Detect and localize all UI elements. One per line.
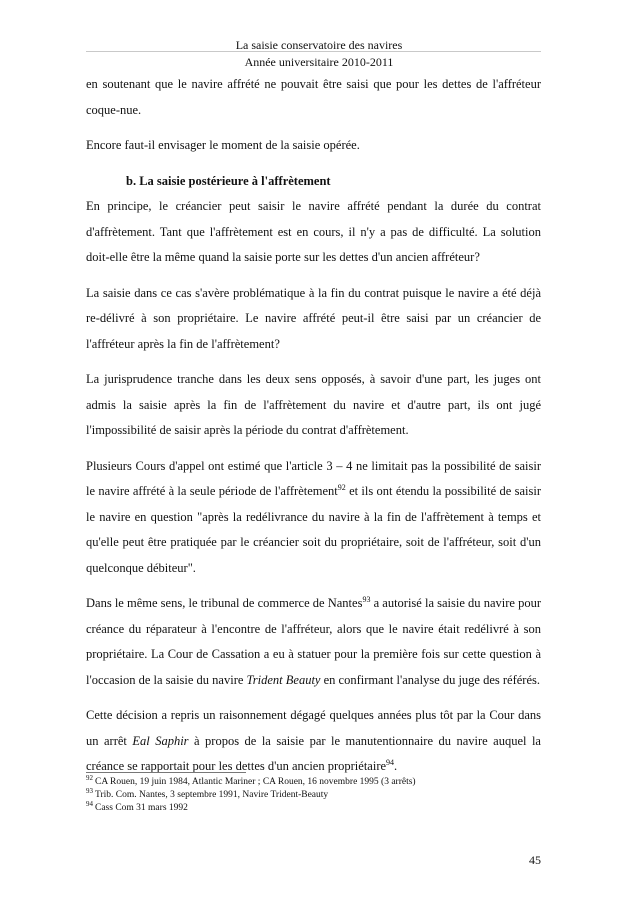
paragraph-6 <box>86 454 541 582</box>
footnote-text: CA Rouen, 19 juin 1984, Atlantic Mariner ; CA Rouen, 16 novembre 1995 (3 arrêts) <box>95 777 416 787</box>
paragraph-7-text-c: en confirmant l'analyse du juge des référés. <box>320 672 541 687</box>
footnote-text: Cass Com 31 mars 1992 <box>95 803 188 813</box>
body-text <box>86 72 541 790</box>
footnotes <box>86 773 541 815</box>
header-subtitle: Année universitaire 2010-2011 <box>244 55 394 69</box>
paragraph-4: La saisie dans ce cas s'avère problématique à la fin du contrat puisque le navire a été déjà re-délivré à son propriétaire. Le navire affrété peut-il être saisi par un créancier de l'affréteur après la fin de l'affrètement? <box>86 285 541 351</box>
footnote-94 <box>86 799 541 815</box>
paragraph-8-text-c: . <box>394 759 398 773</box>
paragraph-8 <box>86 703 541 780</box>
footnote-number: 93 <box>86 786 93 795</box>
footnote-number: 92 <box>86 773 93 782</box>
paragraph-7-text-b: a autorisé la saisie du navire pour créance du réparateur à l'encontre de l'affréteur, alors que le navire était redélivré à son propriétaire. La Cour de Cassation a eu à statuer pour la première fois sur cette question à l'occasion de la saisie du navire <box>86 596 541 687</box>
paragraph-7 <box>86 591 541 693</box>
paragraph-5: La jurisprudence tranche dans les deux sens opposés, à savoir d'une part, les juges ont admis la saisie après la fin de l'affrètement du navire et d'autre part, ils ont jugé l'impossibilité de saisir après la période du contrat d'affrètement. <box>86 372 541 437</box>
paragraph-1: en soutenant que le navire affrété ne pouvait être saisi que pour les dettes de l'affréteur coque-nue. <box>86 77 541 117</box>
footnote-ref-94: 94 <box>386 757 395 767</box>
page-number: 45 <box>529 853 541 867</box>
paragraph-7-text-a: Dans le même sens, le tribunal de commerce de Nantes <box>86 596 363 610</box>
header-rule <box>86 51 541 52</box>
paragraph-8-text-a: Cette décision a repris un raisonnement dégagé quelques années plus tôt par la Cour dans un arrêt <box>86 708 541 748</box>
footnote-number: 94 <box>86 799 93 808</box>
footnote-ref-92: 92 <box>337 482 346 492</box>
paragraph-8-text-b: à propos de la saisie par le manutentionnaire du navire auquel la créance se rapportait pour les dettes d'un ancien propriétaire <box>86 733 541 773</box>
section-heading: b. La saisie postérieure à l'affrètement <box>126 173 331 188</box>
footnote-text: Trib. Com. Nantes, 3 septembre 1991, Navire Trident-Beauty <box>95 790 329 800</box>
case-name-trident-beauty: Trident Beauty <box>246 672 321 687</box>
paragraph-3: En principe, le créancier peut saisir le navire affrété pendant la durée du contrat d'affrètement. Tant que l'affrètement est en cours, il n'y a pas de difficulté. La solution doit-elle être la même quand la saisie porte sur les dettes d'un ancien affréteur? <box>86 199 541 264</box>
case-name-eal-saphir: Eal Saphir <box>132 733 189 748</box>
footnote-ref-93: 93 <box>362 594 371 604</box>
footnote-93 <box>86 786 541 802</box>
header-title: La saisie conservatoire des navires <box>235 38 403 52</box>
footnote-92 <box>86 773 541 789</box>
footnote-separator <box>86 772 246 773</box>
paragraph-2: Encore faut-il envisager le moment de la saisie opérée. <box>86 138 360 152</box>
paragraph-6-text-b: et ils ont étendu la possibilité de saisir le navire en question "après la redélivrance du navire à la fin de l'affrètement à temps et qu'elle peut être pratiquée par le créancier soit du propriétaire, soit de l'affréteur, soit d'un quelconque débiteur". <box>86 484 541 575</box>
paragraph-6-text-a: Plusieurs Cours d'appel ont estimé que l'article 3 – 4 ne limitait pas la possibilité de saisir le navire affrété à la seule période de l'affrètement <box>86 458 541 498</box>
